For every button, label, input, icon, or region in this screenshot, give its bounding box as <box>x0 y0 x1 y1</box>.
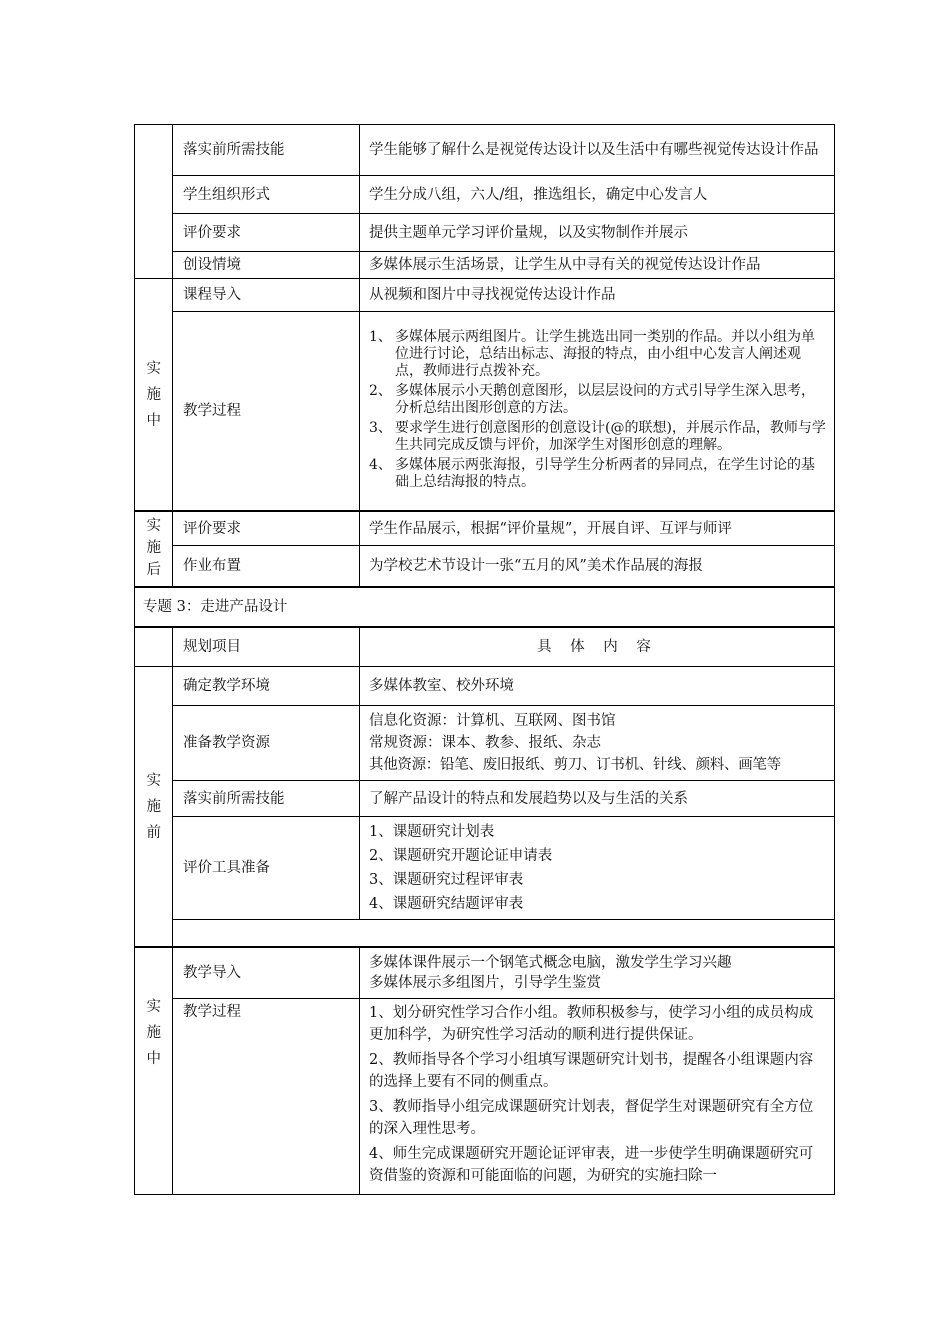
table-row <box>135 947 835 999</box>
intro-line: 多媒体课件展示一个钢笔式概念电脑，激发学生学习兴趣 <box>369 955 732 971</box>
header-content: 具 体 内 容 <box>360 627 835 667</box>
stage-label <box>135 511 173 587</box>
table-row <box>135 511 835 546</box>
process-paragraph: 3、教师指导小组完成课题研究计划表，督促学生对课题研究有全方位的深入理性思考。 <box>369 1099 814 1137</box>
table-row <box>135 252 835 279</box>
stage-label <box>135 667 173 948</box>
tool-line: 4、课题研究结题评审表 <box>369 896 524 912</box>
stage-label-text: 实施后 <box>146 518 161 578</box>
empty-row-cell <box>173 920 835 948</box>
content-cell: 为学校艺术节设计一张“五月的风”美术作品展的海报 <box>360 546 835 587</box>
item-cell: 教学过程 <box>173 999 360 1195</box>
item-cell: 落实前所需技能 <box>173 125 360 176</box>
resource-line: 常规资源：课本、教参、报纸、杂志 <box>369 735 601 751</box>
content-cell <box>360 817 835 920</box>
list-number: 2、 <box>369 383 392 399</box>
table-row <box>135 817 835 920</box>
table-row <box>135 312 835 512</box>
content-cell: 学生作品展示，根据“评价量规”，开展自评、互评与师评 <box>360 511 835 546</box>
resource-line: 其他资源：铅笔、废旧报纸、剪刀、订书机、针线、颜料、画笔等 <box>369 757 781 773</box>
process-paragraph: 1、划分研究性学习合作小组。教师积极参与，使学习小组的成员构成更加科学，为研究性学习活动的顺利进行提供保证。 <box>369 1005 814 1043</box>
list-item <box>369 420 826 454</box>
table-row <box>135 125 835 176</box>
content-cell <box>360 706 835 781</box>
item-cell: 评价工具准备 <box>173 817 360 920</box>
content-cell: 了解产品设计的特点和发展趋势以及与生活的关系 <box>360 781 835 817</box>
content-cell: 学生分成八组，六人/组，推选组长，确定中心发言人 <box>360 176 835 214</box>
resource-line: 信息化资源：计算机、互联网、图书馆 <box>369 713 616 729</box>
tool-line: 2、课题研究开题论证申请表 <box>369 848 553 864</box>
list-number: 1、 <box>369 329 392 345</box>
header-item: 规划项目 <box>173 627 360 667</box>
item-cell: 评价要求 <box>173 511 360 546</box>
table-row <box>135 627 835 667</box>
item-cell: 教学导入 <box>173 947 360 999</box>
stage-cell-blank <box>135 125 173 279</box>
content-cell <box>360 312 835 512</box>
content-cell: 从视频和图片中寻找视觉传达设计作品 <box>360 279 835 312</box>
list-item <box>369 457 826 491</box>
table-row <box>135 587 835 627</box>
table-row <box>135 999 835 1195</box>
table-row <box>135 781 835 817</box>
item-cell: 准备教学资源 <box>173 706 360 781</box>
intro-line: 多媒体展示多组图片，引导学生鉴赏 <box>369 975 601 991</box>
list-item <box>369 383 826 417</box>
process-paragraph: 2、教师指导各个学习小组填写课题研究计划书，提醒各小组课题内容的选择上要有不同的侧重点。 <box>369 1052 814 1090</box>
table-row <box>135 214 835 252</box>
item-cell: 确定教学环境 <box>173 667 360 706</box>
list-text: 要求学生进行创意图形的创意设计(@的联想)，并展示作品，教师与学生共同完成反馈与评价，加深学生对图形创意的理解。 <box>395 420 826 453</box>
list-item <box>369 329 826 380</box>
content-cell: 多媒体教室、校外环境 <box>360 667 835 706</box>
item-cell: 创设情境 <box>173 252 360 279</box>
tool-line: 1、课题研究计划表 <box>369 824 495 840</box>
lesson-plan-page <box>134 124 834 1195</box>
list-number: 4、 <box>369 457 392 473</box>
item-cell: 课程导入 <box>173 279 360 312</box>
header-blank-cell <box>135 627 173 667</box>
list-text: 多媒体展示小天鹅创意图形，以层层设问的方式引导学生深入思考，分析总结出图形创意的方法。 <box>395 383 815 416</box>
item-cell: 评价要求 <box>173 214 360 252</box>
table-row <box>135 176 835 214</box>
content-cell <box>360 947 835 999</box>
stage-label-text: 实施前 <box>146 772 161 841</box>
lesson-plan-table <box>134 124 835 1195</box>
content-cell: 多媒体展示生活场景，让学生从中寻有关的视觉传达设计作品 <box>360 252 835 279</box>
topic-title: 专题 3：走进产品设计 <box>135 587 835 627</box>
content-cell: 学生能够了解什么是视觉传达设计以及生活中有哪些视觉传达设计作品 <box>360 125 835 176</box>
table-row <box>135 279 835 312</box>
table-row <box>135 920 835 948</box>
table-row <box>135 667 835 706</box>
stage-label-text: 实施中 <box>146 360 161 429</box>
stage-label-text: 实施中 <box>146 999 161 1067</box>
content-cell: 提供主题单元学习评价量规，以及实物制作并展示 <box>360 214 835 252</box>
process-paragraph: 4、师生完成课题研究开题论证评审表，进一步使学生明确课题研究可资借鉴的资源和可能面临的问题，为研究的实施扫除一 <box>369 1146 814 1184</box>
item-cell: 作业布置 <box>173 546 360 587</box>
item-cell: 落实前所需技能 <box>173 781 360 817</box>
stage-label <box>135 947 173 1195</box>
item-cell: 学生组织形式 <box>173 176 360 214</box>
list-text: 多媒体展示两张海报，引导学生分析两者的异同点，在学生讨论的基础上总结海报的特点。 <box>395 457 815 490</box>
tool-line: 3、课题研究过程评审表 <box>369 872 524 888</box>
content-cell <box>360 999 835 1195</box>
list-text: 多媒体展示两组图片。让学生挑选出同一类别的作品。并以小组为单位进行讨论，总结出标志、海报的特点，由小组中心发言人阐述观点，教师进行点拨补充。 <box>395 329 815 379</box>
item-cell: 教学过程 <box>173 312 360 512</box>
stage-label <box>135 279 173 512</box>
list-number: 3、 <box>369 420 392 436</box>
table-row <box>135 706 835 781</box>
table-row <box>135 546 835 587</box>
